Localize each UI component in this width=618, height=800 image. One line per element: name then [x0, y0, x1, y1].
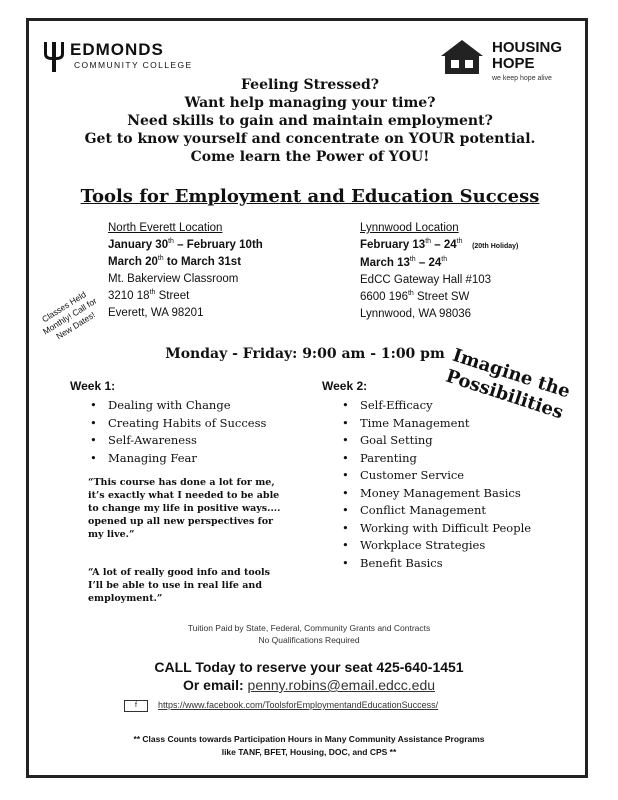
lynn-street-b: Street SW — [413, 291, 470, 303]
north-date1-start: January 30 — [108, 239, 169, 251]
call-line: CALL Today to reserve your seat 425-640-1451 — [154, 659, 464, 675]
lynn-date1-start: February 13 — [360, 239, 426, 251]
week1-topics — [86, 397, 306, 467]
lynn-date1-mid-sup: th — [456, 238, 463, 246]
footnote-line-2: like TANF, BFET, Housing, DOC, and CPS ** — [221, 747, 397, 757]
north-street-b: Street — [155, 290, 190, 302]
facebook-icon: f — [124, 700, 148, 712]
lynnwood-heading: Lynnwood Location — [360, 222, 459, 234]
list-item: • Dealing with Change — [86, 397, 306, 415]
list-item: • Time Management — [338, 415, 578, 433]
list-item: • Self-Awareness — [86, 432, 306, 450]
housing-hope-logo-icon — [437, 36, 487, 76]
page-title: Tools for Employment and Education Success — [80, 186, 540, 207]
lynn-place: EdCC Gateway Hall #103 — [360, 274, 492, 286]
list-item: • Goal Setting — [338, 432, 578, 450]
lynn-date2-mid-sup: th — [441, 256, 448, 264]
week1-heading: Week 1: — [70, 379, 116, 393]
list-item: • Self-Efficacy — [338, 397, 578, 415]
list-item: • Managing Fear — [86, 450, 306, 468]
intro-line: Need skills to gain and maintain employment? — [127, 113, 493, 129]
intro-line: Want help managing your time? — [184, 95, 436, 111]
monthly-note: Classes Held Monthly! Call for New Dates! — [40, 289, 99, 342]
trident-logo-icon — [42, 40, 66, 74]
week2-topics — [338, 397, 578, 572]
intro-lines — [60, 76, 560, 166]
list-item: • Workplace Strategies — [338, 537, 578, 555]
footnote — [60, 733, 558, 759]
housing-hope-line1: HOUSING — [492, 39, 563, 56]
week2-heading: Week 2: — [322, 379, 368, 393]
email-label: Or email: — [182, 677, 248, 693]
housing-hope-line2: HOPE — [492, 55, 535, 72]
imagine-possibilities: Imagine the Possibilities — [443, 344, 573, 424]
north-street-sup: th — [149, 289, 156, 297]
intro-line: Get to know yourself and concentrate on YOUR potential. — [84, 131, 536, 147]
lynn-street-sup: th — [407, 290, 414, 298]
schedule: Monday - Friday: 9:00 am - 1:00 pm — [165, 346, 445, 362]
intro-line: Come learn the Power of YOU! — [190, 149, 430, 165]
tuition-note — [100, 622, 518, 646]
lynn-date2-sup: th — [409, 256, 416, 264]
housing-hope-logo-name — [492, 40, 562, 72]
north-date2-sup: th — [157, 255, 164, 263]
north-date1-end: – February 10th — [173, 239, 263, 251]
list-item: • Customer Service — [338, 467, 578, 485]
north-everett-location — [108, 220, 318, 322]
north-date2-end: to March 31st — [163, 256, 242, 268]
north-date2-start: March 20 — [108, 256, 158, 268]
tuition-line-1: Tuition Paid by State, Federal, Community Grants and Contracts — [187, 623, 431, 633]
list-item: • Money Management Basics — [338, 485, 578, 503]
list-item: • Parenting — [338, 450, 578, 468]
housing-hope-tagline: we keep hope alive — [492, 75, 552, 82]
list-item: • Working with Difficult People — [338, 520, 578, 538]
lynn-city: Lynnwood, WA 98036 — [360, 308, 472, 320]
list-item: • Benefit Basics — [338, 555, 578, 573]
lynn-street-a: 6600 196 — [360, 291, 408, 303]
lynn-date1-mid: – 24 — [431, 239, 457, 251]
testimonial-quote-1: “This course has done a lot for me, it’s exactly what I needed to be able to change my life in positive ways.... opened up all new perspectives for my live.” — [88, 477, 281, 540]
intro-line: Feeling Stressed? — [241, 77, 379, 93]
email-link[interactable]: penny.robins@email.edcc.edu — [247, 677, 436, 693]
list-item: • Creating Habits of Success — [86, 415, 306, 433]
lynn-date2-start: March 13 — [360, 257, 410, 269]
edmonds-logo-name: EDMONDS — [70, 40, 164, 59]
north-place: Mt. Bakerview Classroom — [108, 273, 239, 285]
tuition-line-2: No Qualifications Required — [258, 635, 360, 645]
lynn-holiday-note: (20th Holiday) — [472, 243, 519, 250]
lynn-date2-mid: – 24 — [415, 257, 442, 269]
edmonds-logo-sub: COMMUNITY COLLEGE — [74, 60, 193, 70]
north-city: Everett, WA 98201 — [108, 307, 204, 319]
facebook-link[interactable]: https://www.facebook.com/ToolsforEmploymentandEducationSuccess/ — [158, 700, 439, 710]
list-item: • Conflict Management — [338, 502, 578, 520]
email-line — [80, 677, 538, 693]
north-heading: North Everett Location — [108, 222, 223, 234]
lynnwood-location — [360, 220, 580, 323]
footnote-line-1: ** Class Counts towards Participation Hours in Many Community Assistance Programs — [133, 734, 485, 744]
testimonial-quote-2: “A lot of really good info and tools I’ll be able to use in real life and employment.” — [88, 567, 270, 604]
north-date1-sup: th — [168, 238, 174, 246]
lynn-date1-sup: th — [425, 238, 432, 246]
north-street-a: 3210 18 — [108, 290, 150, 302]
